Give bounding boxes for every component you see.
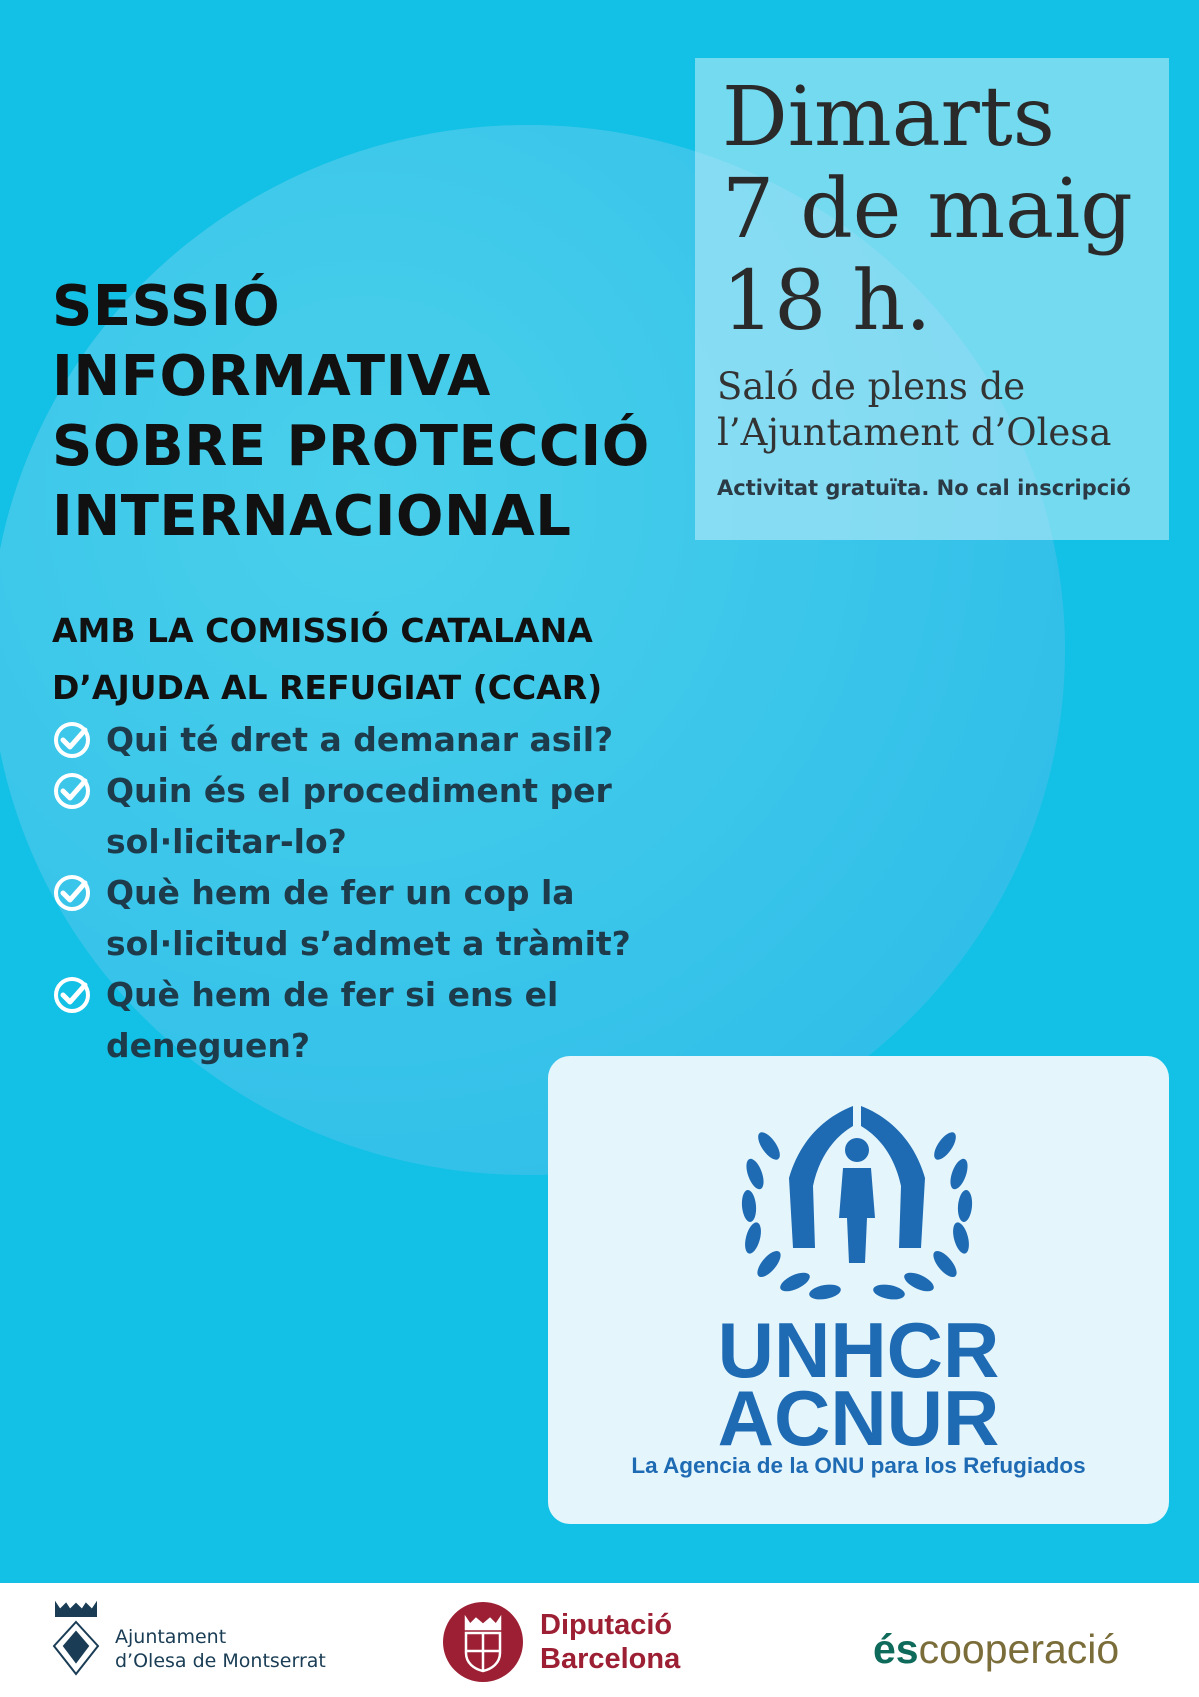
event-date-text: 7 de maig	[722, 162, 1133, 257]
event-note: Activitat gratuïta. No cal inscripció	[717, 476, 1131, 500]
diputacio-seal-icon	[442, 1601, 524, 1683]
check-circle-icon	[52, 873, 92, 913]
check-circle-icon	[52, 771, 92, 811]
olesa-coat-of-arms-icon	[50, 1600, 102, 1678]
title-line: SOBRE PROTECCIÓ	[52, 414, 650, 479]
event-venue	[717, 364, 1111, 456]
question-text: sol·licitud s’admet a tràmit?	[106, 924, 631, 963]
ajuntament-line: Ajuntament	[115, 1626, 227, 1648]
subtitle-line: D’AJUDA AL REFUGIAT (CCAR)	[52, 668, 603, 707]
unhcr-wordmark	[548, 1306, 1169, 1462]
diputacio-line: Diputació	[540, 1609, 673, 1641]
coop-word: cooperació	[918, 1626, 1120, 1672]
ajuntament-line: d’Olesa de Montserrat	[115, 1650, 326, 1672]
event-date	[722, 72, 1133, 348]
event-title	[52, 272, 650, 552]
acnur-name: ACNUR	[717, 1374, 1000, 1462]
check-circle-icon	[52, 975, 92, 1015]
coop-es: és	[873, 1626, 919, 1672]
venue-line: l’Ajuntament d’Olesa	[717, 411, 1112, 454]
question-text: sol·licitar-lo?	[106, 822, 347, 861]
subtitle-line: AMB LA COMISSIÓ CATALANA	[52, 611, 593, 650]
ajuntament-olesa-label	[115, 1625, 326, 1673]
event-day: Dimarts	[722, 70, 1055, 165]
unhcr-name: UNHCR	[717, 1306, 1000, 1394]
question-text: Quin és el procediment per	[106, 771, 612, 810]
question-text: Què hem de fer si ens el	[106, 975, 559, 1014]
title-line: INFORMATIVA	[52, 344, 491, 409]
event-subtitle	[52, 602, 602, 716]
question-text: deneguen?	[106, 1026, 311, 1065]
unhcr-tagline: La Agencia de la ONU para los Refugiados	[631, 1453, 1086, 1478]
unhcr-emblem-icon	[727, 1098, 987, 1308]
question-text: Qui té dret a demanar asil?	[106, 720, 614, 759]
event-time: 18 h.	[722, 254, 932, 349]
title-line: SESSIÓ	[52, 274, 281, 339]
list-item	[52, 867, 666, 969]
question-text: Què hem de fer un cop la	[106, 873, 575, 912]
question-list	[52, 714, 666, 1071]
diputacio-line: Barcelona	[540, 1643, 681, 1675]
diputacio-barcelona-label	[540, 1608, 680, 1676]
list-item	[52, 765, 666, 867]
title-line: INTERNACIONAL	[52, 484, 572, 549]
list-item	[52, 714, 666, 765]
venue-line: Saló de plens de	[717, 365, 1026, 408]
es-cooperacio-logo	[873, 1626, 1119, 1673]
check-circle-icon	[52, 720, 92, 760]
